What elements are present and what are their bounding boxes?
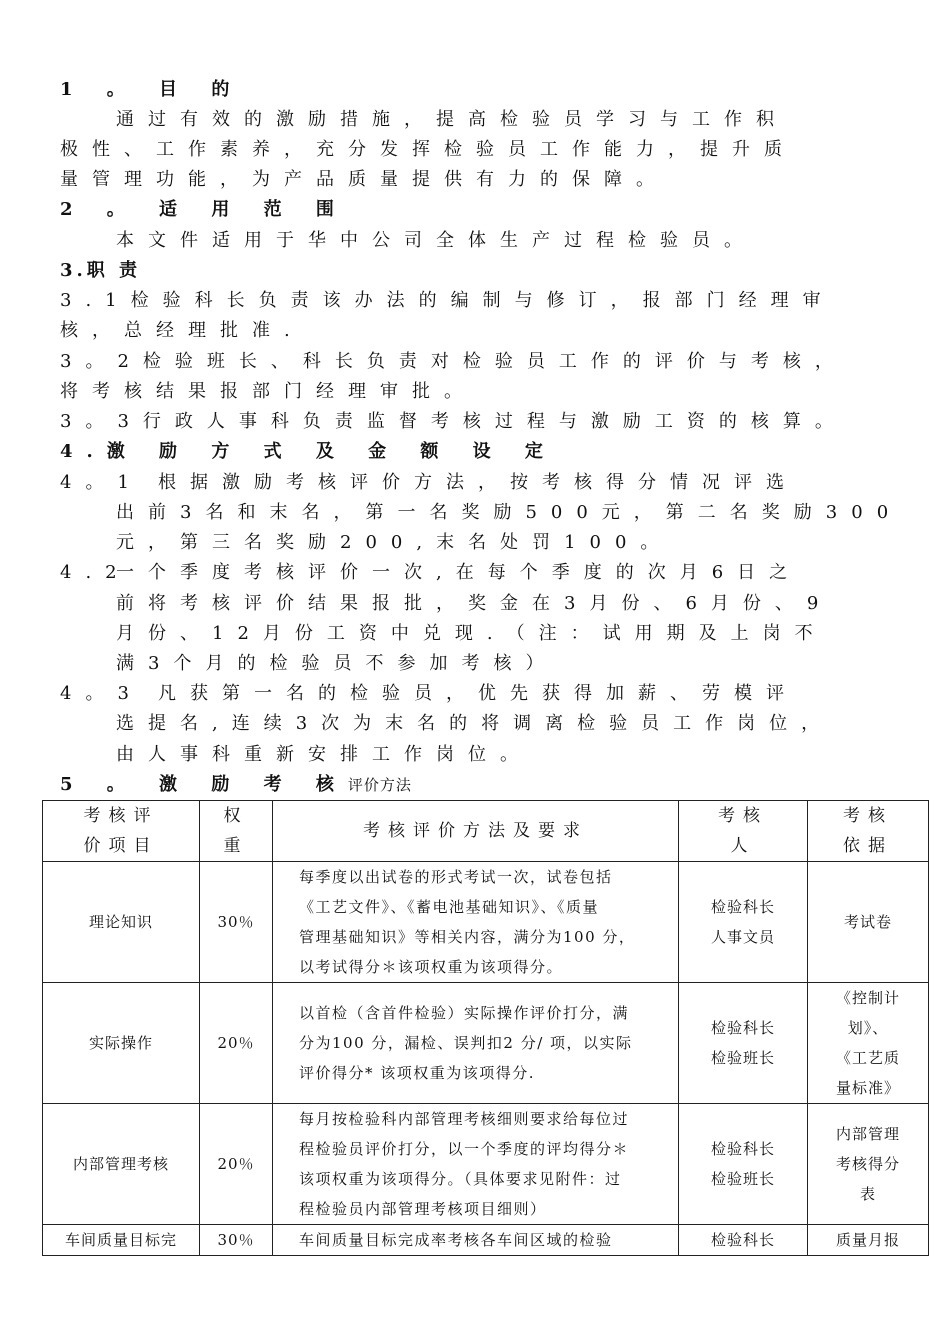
section-4-heading: 4.激 励 方 式 及 金 额 设 定 — [60, 441, 557, 462]
section-4-item-line: 根据激励考核评价方法，按考核得分情况评选 — [158, 472, 798, 493]
header-basis-line: 依据 — [843, 836, 893, 856]
header-basis-line: 考核 — [843, 806, 893, 826]
header-assessor — [679, 801, 808, 862]
cell-basis-line: 表 — [859, 1185, 876, 1203]
cell-assessor — [679, 1104, 808, 1225]
cell-basis-line: 《工艺质 — [835, 1049, 900, 1067]
cell-assessor-line: 检验班长 — [710, 1170, 775, 1188]
cell-weight: 20％ — [200, 1104, 273, 1225]
header-basis — [808, 801, 929, 862]
section-3-line: 3。2检验班长、科长负责对检验员工作的评价与考核， — [60, 351, 847, 372]
cell-basis-line: 质量月报 — [835, 1231, 900, 1249]
cell-basis — [808, 1225, 929, 1256]
section-4-item-number: 4.2 — [60, 562, 131, 583]
header-assessor-line: 考核 — [718, 806, 768, 826]
cell-method-line: 车间质量目标完成率考核各车间区域的检验 — [299, 1231, 613, 1249]
section-1-line: 极性、工作素养，充分发挥检验员工作能力，提升质 — [60, 139, 796, 160]
cell-basis-line: 《控制计 — [835, 989, 900, 1007]
section-4-item-line: 凡获第一名的检验员，优先获得加薪、劳模评 — [158, 683, 798, 704]
cell-weight: 20％ — [200, 983, 273, 1104]
section-5-heading-suffix: 评价方法 — [347, 776, 412, 794]
section-3-line: 核，总经理批准. — [60, 320, 304, 341]
section-4-item-line: 出前3名和末名，第一名奖励500元，第二名奖励300 — [116, 502, 903, 523]
cell-basis-line: 内部管理 — [835, 1125, 900, 1143]
header-item — [43, 801, 200, 862]
section-4-item-line: 月份、12月份工资中兑现.（注：试用期及上岗不 — [116, 623, 827, 644]
cell-weight: 30％ — [200, 1225, 273, 1256]
cell-method-line: 该项权重为该项得分。（具体要求见附件：过 — [299, 1170, 622, 1188]
table-header-row — [43, 801, 929, 862]
cell-method — [273, 1225, 679, 1256]
cell-assessor — [679, 1225, 808, 1256]
cell-assessor-line: 检验班长 — [710, 1049, 775, 1067]
cell-assessor-line: 检验科长 — [710, 1231, 775, 1249]
cell-method — [273, 862, 679, 983]
cell-method-line: 程检验员评价打分，以一个季度的评均得分＊ — [299, 1140, 630, 1158]
section-4-item-line: 满3个月的检验员不参加考核） — [116, 653, 558, 674]
cell-item: 实际操作 — [43, 983, 200, 1104]
table-row — [43, 983, 929, 1104]
cell-basis — [808, 1104, 929, 1225]
cell-item: 理论知识 — [43, 862, 200, 983]
section-2-line: 本文件适用于华中公司全体生产过程检验员。 — [116, 230, 756, 251]
table-row — [43, 1225, 929, 1256]
cell-basis-line: 考核得分 — [835, 1155, 900, 1173]
header-item-line: 考核评 — [83, 806, 159, 826]
cell-assessor — [679, 862, 808, 983]
cell-assessor-line: 检验科长 — [710, 1140, 775, 1158]
section-4-item-line: 一个季度考核评价一次,在每个季度的次月6日之 — [116, 562, 802, 583]
cell-basis — [808, 983, 929, 1104]
table-row — [43, 862, 929, 983]
cell-method-line: 评价得分* 该项权重为该项得分. — [299, 1064, 536, 1082]
header-weight-line: 权 — [223, 806, 249, 826]
cell-weight: 30％ — [200, 862, 273, 983]
cell-item: 车间质量目标完 — [43, 1225, 200, 1256]
header-method: 考核评价方法及要求 — [273, 801, 679, 862]
cell-assessor-line: 检验科长 — [710, 1019, 775, 1037]
section-3-line: 3.1检验科长负责该办法的编制与修订，报部门经理审 — [60, 290, 835, 311]
cell-item: 内部管理考核 — [43, 1104, 200, 1225]
cell-basis-line: 划》、 — [847, 1019, 889, 1037]
header-weight — [200, 801, 273, 862]
section-4-item-number: 4。3 — [60, 683, 143, 704]
section-2-heading: 2 。 适 用 范 围 — [60, 199, 348, 220]
header-item-line: 价项目 — [83, 836, 159, 856]
section-3-line: 3。3行政人事科负责监督考核过程与激励工资的核算。 — [60, 411, 847, 432]
section-3-line: 将考核结果报部门经理审批。 — [60, 381, 476, 402]
cell-assessor — [679, 983, 808, 1104]
section-4-item-line: 选提名,连续3次为末名的将调离检验员工作岗位， — [116, 713, 834, 734]
table-row — [43, 1104, 929, 1225]
cell-method — [273, 983, 679, 1104]
cell-method-line: 以考试得分＊该项权重为该项得分。 — [299, 958, 564, 976]
cell-basis-line: 考试卷 — [843, 913, 892, 931]
evaluation-table — [42, 800, 929, 1256]
section-4-item-line: 由人事科重新安排工作岗位。 — [116, 744, 532, 765]
section-4-item-line: 元，第三名奖励200,末名处罚100。 — [116, 532, 673, 553]
cell-method-line: 以首检（含首件检验）实际操作评价打分，满 — [299, 1004, 630, 1022]
section-5-heading-text: 5 。 激 励 考 核 — [60, 774, 348, 795]
header-assessor-line: 人 — [730, 836, 756, 856]
section-4-item-number: 4。1 — [60, 472, 143, 493]
header-weight-line: 重 — [223, 836, 249, 856]
cell-method — [273, 1104, 679, 1225]
cell-method-line: 每月按检验科内部管理考核细则要求给每位过 — [299, 1110, 630, 1128]
cell-method-line: 每季度以出试卷的形式考试一次，试卷包括 — [299, 868, 613, 886]
cell-assessor-line: 人事文员 — [710, 928, 775, 946]
cell-method-line: 《工艺文件》、《蓄电池基础知识》、《质量 — [299, 898, 600, 916]
section-5-heading — [60, 770, 412, 800]
section-3-heading: 3.职 责 — [60, 260, 142, 281]
section-1-line: 通过有效的激励措施，提高检验员学习与工作积 — [116, 109, 788, 130]
section-1-line: 量管理功能，为产品质量提供有力的保障。 — [60, 169, 668, 190]
cell-basis-line: 量标准》 — [835, 1079, 900, 1097]
cell-method-line: 程检验员内部管理考核项目细则） — [299, 1200, 547, 1218]
section-1-heading: 1 。 目 的 — [60, 79, 244, 100]
section-4-item-line: 前将考核评价结果报批，奖金在3月份、6月份、9 — [116, 593, 833, 614]
cell-method-line: 管理基础知识》等相关内容，满分为100 分， — [299, 928, 636, 946]
cell-method-line: 分为100 分，漏检、误判扣2 分/ 项，以实际 — [299, 1034, 633, 1052]
cell-assessor-line: 检验科长 — [710, 898, 775, 916]
cell-basis — [808, 862, 929, 983]
